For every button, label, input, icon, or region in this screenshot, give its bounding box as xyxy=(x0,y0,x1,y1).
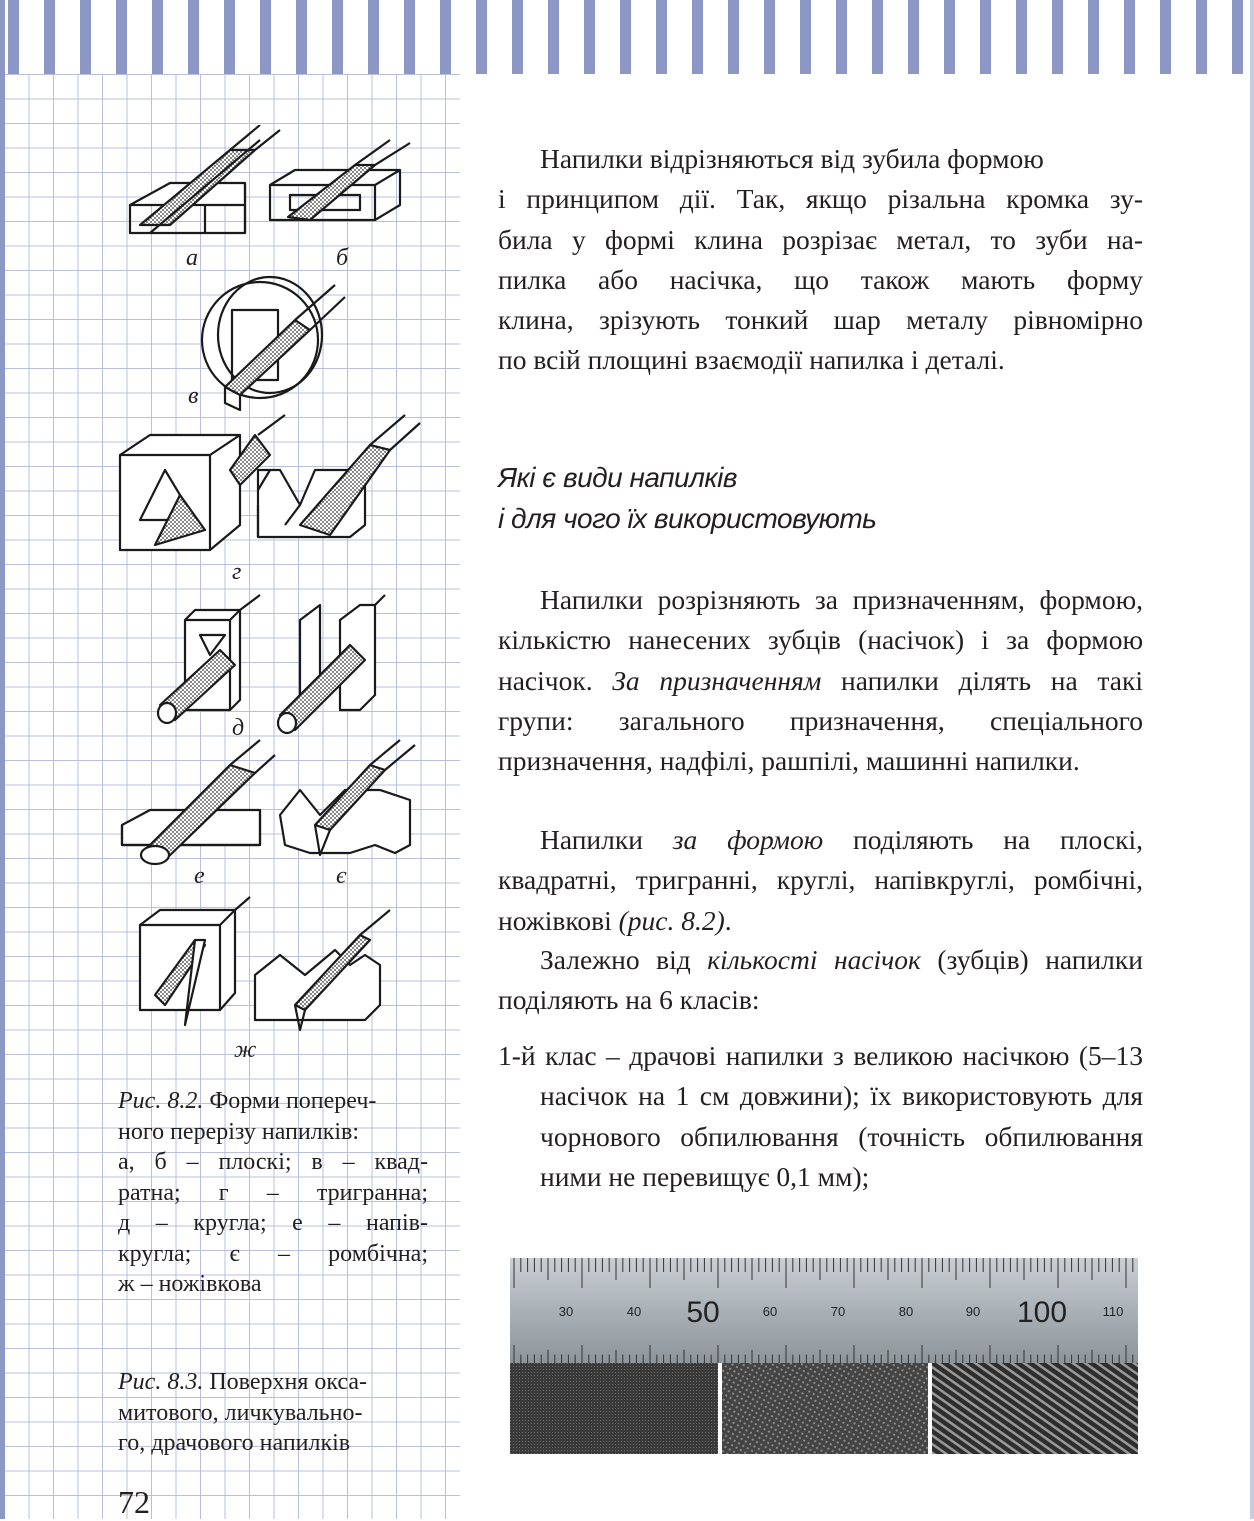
text-line: і принципом дії. Так, якщо різальна кромка зу- xyxy=(498,183,1143,215)
paragraph-purpose: Напилки розрізняють за призначенням, формою, кількістю нанесених зубців (насічок) і за формою насічок. За призначенням напилки ділять на такі групи: загального призначення, спеціального призначення, надфілі, рашпілі, машинні напилки. xyxy=(498,584,1143,777)
caption-line: ж – ножівкова xyxy=(118,1271,262,1297)
figure-g-triangular xyxy=(120,415,420,550)
text-line: била у формі клина розрізає метал, то зуби на- xyxy=(498,223,1143,255)
figure-label-ye: є xyxy=(336,863,347,889)
figure-label-a: а xyxy=(186,245,198,271)
figure-label-zh: ж xyxy=(234,1037,257,1063)
figure-ref: Рис. 8.2. xyxy=(118,1088,204,1114)
page-number: 72 xyxy=(118,1484,150,1520)
figure-zh-hacksaw xyxy=(140,897,390,1030)
emphasis: кількості насічок xyxy=(707,944,921,975)
caption-line: Рис. 8.2. Форми попереч- xyxy=(118,1088,377,1114)
figure-8-2-illustrations xyxy=(110,125,440,1075)
figure-label-h: г xyxy=(232,559,242,585)
bastard-file-surface xyxy=(932,1363,1138,1454)
caption-line: ратна; г – тригранна; xyxy=(118,1179,428,1206)
list-item-class-1: 1-й клас – драчові напилки з великою насічкою (5–13 насічок на 1 см довжини); їх використовують для чорнового обпилювання (точність обпилювання ними не перевищує 0,1 мм); xyxy=(498,1040,1143,1192)
figure-d-round xyxy=(158,595,385,733)
figure-ref: Рис. 8.3. xyxy=(118,1369,204,1395)
caption-line: ного перерізу напилків: xyxy=(118,1118,360,1145)
caption-line: митового, личкувально- xyxy=(118,1399,363,1426)
figure-8-2-caption xyxy=(118,1086,428,1300)
paragraph-intro xyxy=(498,139,1143,381)
text-line: по всій площині взаємодії напилка і деталі. xyxy=(498,344,1005,376)
left-edge-band xyxy=(0,0,5,1519)
section-heading xyxy=(498,457,1143,539)
caption-line: го, драчового напилків xyxy=(118,1430,351,1456)
text-line: пилка або насічка, що також мають форму xyxy=(498,263,1143,295)
ruler-label: 40 xyxy=(626,1304,642,1319)
text-line: Напилки відрізняються від зубила формою xyxy=(540,143,1044,174)
ruler-label: 30 xyxy=(558,1304,574,1319)
ruler-label: 110 xyxy=(1102,1304,1124,1319)
figure-b-flat-frame xyxy=(270,140,410,220)
paragraph-classes: Залежно від кількості насічок (зубців) напилки поділяють на 6 класів: xyxy=(498,944,1143,1016)
heading-line-2: і для чого їх використовують xyxy=(498,503,877,534)
figure-ye-rhombic xyxy=(280,740,415,855)
heading-line-1: Які є види напилків xyxy=(498,462,737,493)
ruler-label: 80 xyxy=(898,1304,914,1319)
caption-line: кругла; є – ромбічна; xyxy=(118,1240,428,1267)
figure-label-b: б xyxy=(336,245,349,271)
paragraph-shape: Напилки за формою поділяють на плоскі, квадратні, тригранні, круглі, напівкруглі, ромбічні, ножівкові (рис. 8.2). xyxy=(498,824,1143,936)
figure-8-3-caption xyxy=(118,1367,428,1459)
velvet-file-surface xyxy=(510,1363,718,1454)
caption-line: Рис. 8.3. Поверхня окса- xyxy=(118,1369,368,1395)
ruler-and-files-image xyxy=(510,1258,1138,1454)
emphasis: За призначенням xyxy=(612,664,822,696)
right-edge-band xyxy=(1250,0,1254,1519)
ruler-label-major: 100 xyxy=(1016,1296,1068,1329)
caption-line: а, б – плоскі; в – квад- xyxy=(118,1149,428,1175)
figure-label-v: в xyxy=(188,383,199,409)
figure-label-e: е xyxy=(194,863,205,889)
figure-label-d: д xyxy=(232,715,245,741)
emphasis: за формою xyxy=(672,824,824,855)
ruler-label: 90 xyxy=(965,1304,981,1319)
smooth-file-surface xyxy=(722,1363,928,1454)
figure-v-square xyxy=(202,277,345,410)
figure-a-flat xyxy=(130,125,280,233)
caption-line: д – кругла; е – напів- xyxy=(118,1210,428,1236)
top-stripe-decoration xyxy=(0,0,1254,74)
ruler-label: 70 xyxy=(830,1304,846,1319)
ruler-label-major: 50 xyxy=(686,1296,720,1329)
ruler-label: 60 xyxy=(762,1304,778,1319)
file-cross-sections-drawing xyxy=(110,125,440,1075)
figure-reference: (рис. 8.2) xyxy=(618,904,725,936)
text-line: клина, зрізують тонкий шар металу рівномірно xyxy=(498,304,1143,336)
file-surfaces-photo xyxy=(510,1258,1138,1454)
figure-e-half-round xyxy=(122,740,275,864)
